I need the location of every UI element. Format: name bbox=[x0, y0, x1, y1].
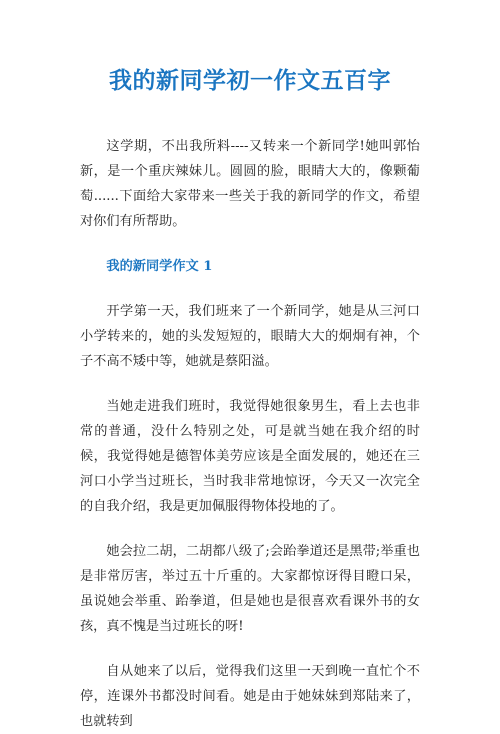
body-paragraph-4: 自从她来了以后，觉得我们这里一天到晚一直忙个不停，连课外书都没时间看。她是由于她妹妹到郑陆来了，也就转到 bbox=[80, 664, 420, 729]
section-heading: 我的新同学作文 1 bbox=[106, 259, 213, 274]
body-paragraph-3: 她会拉二胡，二胡都八级了;会跆拳道还是黑带;举重也是非常厉害，举过五十斤重的。大家都惊讶得目瞪口呆，虽说她会举重、跆拳道，但是她也是很喜欢看课外书的女孩，真不愧是当过班长的呀! bbox=[80, 544, 420, 634]
intro-paragraph: 这学期，不出我所料----又转来一个新同学!她叫郭怡新，是一个重庆辣妹儿。圆圆的脸，眼睛大大的，像颗葡萄......下面给大家带来一些关于我的新同学的作文，希望对你们有所帮助。 bbox=[80, 139, 420, 229]
document-title: 我的新同学初一作文五百字 bbox=[109, 68, 391, 94]
body-paragraph-2: 当她走进我们班时，我觉得她很象男生，看上去也非常的普通，没什么特别之处，可是就当她在我介绍的时候，我觉得她是德智体美劳应该是全面发展的，她还在三河口小学当过班长，当时我非常地惊讶，今天又一次完全的自我介绍，我是更加佩服得物体投地的了。 bbox=[80, 399, 420, 514]
body-paragraph-1: 开学第一天，我们班来了一个新同学，她是从三河口小学转来的，她的头发短短的，眼睛大大的炯炯有神，个子不高不矮中等，她就是蔡阳溢。 bbox=[80, 304, 420, 369]
